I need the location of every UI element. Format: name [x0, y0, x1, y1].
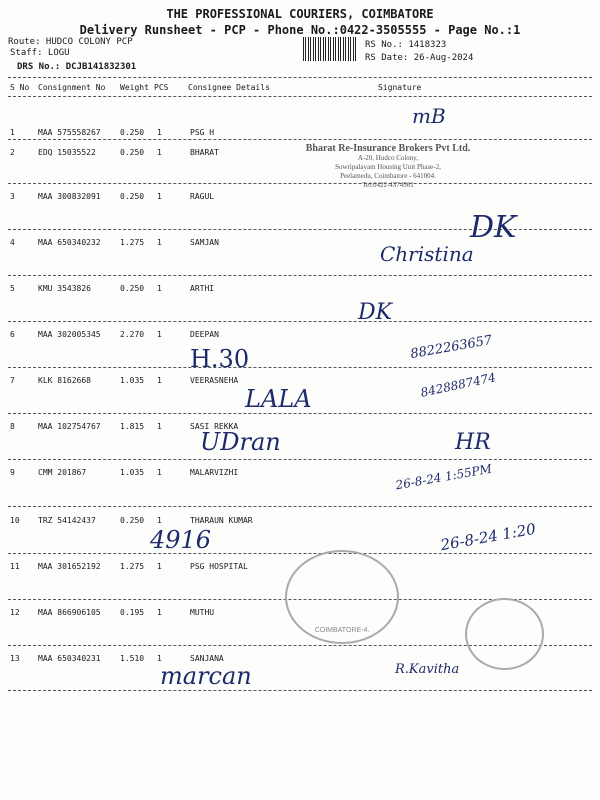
row-consignee: THARAUN KUMAR: [190, 516, 253, 525]
stamp-title: Bharat Re-Insurance Brokers Pvt Ltd.: [305, 143, 471, 154]
row-separator: [8, 553, 592, 554]
row-weight: 0.250: [120, 192, 145, 201]
row-pcs: 1: [157, 608, 162, 617]
row-consignment-no: MAA 302005345: [38, 330, 101, 339]
stamp-line-3: Peelamedu, Coimbatore - 641004.: [340, 172, 436, 180]
signature-row-10: 26-8-24 1:20: [439, 519, 538, 555]
drs-number: DRS No.: DCJB141832301: [17, 62, 137, 72]
row-sno: 9: [10, 468, 15, 477]
row-pcs: 1: [157, 468, 162, 477]
signature-row-4: Christina: [380, 242, 474, 266]
row-pcs: 1: [157, 516, 162, 525]
stamp-line-1: A-20, Hudco Colony,: [357, 154, 419, 162]
round-seal-right: [465, 598, 544, 670]
col-header-signature: Signature: [378, 83, 422, 92]
round-seal-psg: [285, 550, 399, 644]
row-weight: 1.275: [120, 238, 145, 247]
header-rule-bottom: [8, 96, 592, 97]
row-pcs: 1: [157, 562, 162, 571]
signature-row-3: DK: [470, 210, 517, 245]
row-sno: 3: [10, 192, 15, 201]
row-consignee: SANJANA: [190, 654, 224, 663]
row-weight: 0.250: [120, 128, 145, 137]
row-pcs: 1: [157, 128, 162, 137]
row-separator: [8, 367, 592, 368]
row-consignee: DEEPAN: [190, 330, 219, 339]
row-pcs: 1: [157, 148, 162, 157]
row-sno: 8: [10, 422, 15, 431]
row-weight: 0.195: [120, 608, 145, 617]
annotation-marcan: marcan: [160, 662, 252, 690]
row-weight: 1.035: [120, 376, 145, 385]
signature-row-7: 8428887474: [419, 370, 497, 400]
row-sno: 12: [10, 608, 20, 617]
annotation-number: 4916: [150, 526, 212, 554]
stamp-line-4: Tel:0422-4374561: [362, 181, 414, 189]
row-weight: 1.275: [120, 562, 145, 571]
row-weight: 0.250: [120, 148, 145, 157]
row-sno: 11: [10, 562, 20, 571]
row-consignment-no: EDQ 15035522: [38, 148, 96, 157]
row-consignment-no: KLK 8162668: [38, 376, 91, 385]
row-pcs: 1: [157, 376, 162, 385]
signature-row-6: 8822263657: [409, 332, 494, 363]
row-consignment-no: MAA 301652192: [38, 562, 101, 571]
row-sno: 5: [10, 284, 15, 293]
row-pcs: 1: [157, 654, 162, 663]
annotation-h30: H.30: [190, 345, 250, 373]
row-weight: 0.250: [120, 284, 145, 293]
barcode-image: [303, 37, 358, 61]
row-consignment-no: CMM 201867: [38, 468, 87, 477]
row-weight: 1.510: [120, 654, 145, 663]
row-consignment-no: MAA 300832091: [38, 192, 101, 201]
row-sno: 13: [10, 654, 20, 663]
row-sno: 7: [10, 376, 15, 385]
row-pcs: 1: [157, 330, 162, 339]
company-title: THE PROFESSIONAL COURIERS, COIMBATORE: [166, 7, 434, 21]
row-sno: 2: [10, 148, 15, 157]
signature-row-8: HR: [455, 430, 491, 455]
row-pcs: 1: [157, 192, 162, 201]
row-pcs: 1: [157, 238, 162, 247]
row-pcs: 1: [157, 284, 162, 293]
rs-date: RS Date: 26-Aug-2024: [365, 53, 474, 63]
header-rule-top: [8, 77, 592, 78]
row-consignee: MALARVIZHI: [190, 468, 239, 477]
rs-number: RS No.: 1418323: [365, 40, 447, 50]
row-consignee: BHARAT: [190, 148, 219, 157]
col-header-sno: S No: [10, 83, 30, 92]
row-separator: [8, 139, 592, 140]
row-weight: 0.250: [120, 516, 145, 525]
row-consignee: SAMJAN: [190, 238, 219, 247]
row-consignee: VEERASNEHA: [190, 376, 239, 385]
row-weight: 2.270: [120, 330, 145, 339]
row-sno: 6: [10, 330, 15, 339]
row-consignment-no: MAA 575558267: [38, 128, 101, 137]
row-consignment-no: MAA 650340231: [38, 654, 101, 663]
row-separator: [8, 506, 592, 507]
signature-row-5: DK: [358, 300, 393, 325]
row-consignee: ARTHI: [190, 284, 215, 293]
row-weight: 1.815: [120, 422, 145, 431]
row-weight: 1.035: [120, 468, 145, 477]
row-sno: 10: [10, 516, 20, 525]
signature-row-1: mB: [412, 104, 446, 128]
row-consignee: RAGUL: [190, 192, 215, 201]
row-separator: [8, 321, 592, 322]
row-consignment-no: MAA 102754767: [38, 422, 101, 431]
row-sno: 4: [10, 238, 15, 247]
col-header-consignment: Consignment No: [38, 83, 106, 92]
col-header-weight: Weight: [120, 83, 149, 92]
row-separator: [8, 275, 592, 276]
row-consignment-no: MAA 650340232: [38, 238, 101, 247]
row-consignment-no: KMU 3543826: [38, 284, 91, 293]
row-sno: 1: [10, 128, 15, 137]
staff-label: Staff: LOGU: [10, 48, 70, 58]
annotation-udran: UDran: [200, 428, 281, 456]
row-consignee: SASI REKKA: [190, 422, 239, 431]
signature-row-9: 26-8-24 1:55PM: [394, 461, 493, 493]
row-consignee: MUTHU: [190, 608, 215, 617]
row-separator: [8, 690, 592, 691]
runsheet-subtitle: Delivery Runsheet - PCP - Phone No.:0422-3505555 - Page No.:1: [79, 23, 521, 37]
annotation-lala: LALA: [245, 385, 312, 413]
row-pcs: 1: [157, 422, 162, 431]
stamp-line-2: Sowripalayam Housing Unit Phase-2,: [335, 163, 441, 171]
row-consignment-no: TRZ 54142437: [38, 516, 96, 525]
signature-row-13: R.Kavitha: [395, 662, 460, 677]
row-separator: [8, 459, 592, 460]
col-header-consignee: Consignee Details: [188, 83, 270, 92]
company-stamp: [298, 143, 478, 205]
row-consignment-no: MAA 866906105: [38, 608, 101, 617]
route-label: Route: HUDCO COLONY PCP: [8, 37, 133, 47]
row-separator: [8, 413, 592, 414]
row-consignee: PSG H: [190, 128, 215, 137]
col-header-pcs: PCS: [154, 83, 169, 92]
row-consignee: PSG HOSPITAL: [190, 562, 248, 571]
round-seal-label: COIMBATORE-4.: [314, 627, 370, 634]
